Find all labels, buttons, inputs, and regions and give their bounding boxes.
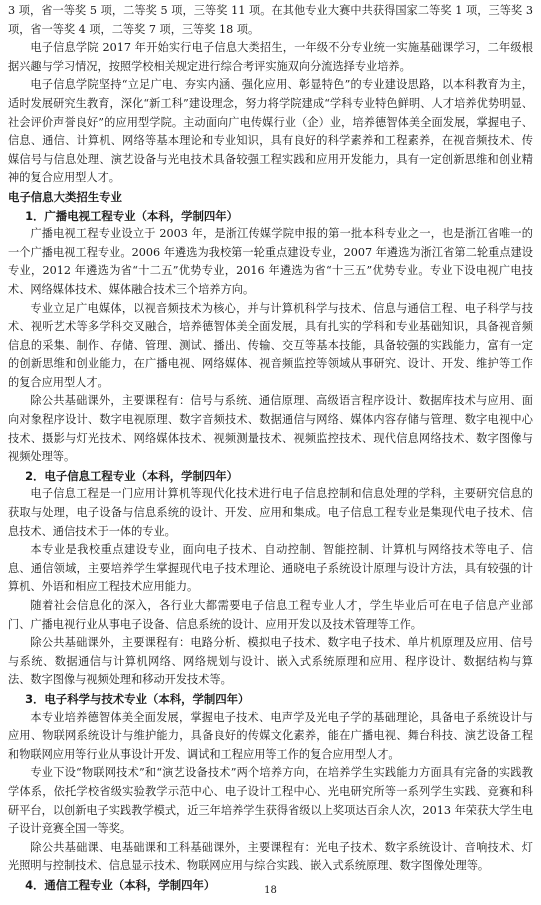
major-heading-broadcast-engineering: 1．广播电视工程专业（本科，学制四年） (25, 208, 239, 223)
paragraph-enrollment-policy: 电子信息学院 2017 年开始实行电子信息大类招生，一年级不分专业统一实施基础课学习，二年级根据兴趣与学习情况，按照学校相关规定进行综合考评实施双向分流选择专业培养。 (8, 41, 533, 73)
paragraph-ei-courses: 除公共基础课外，主要课程有：电路分析、模拟电子技术、数字电子技术、单片机原理及应用、信号与系统、数据通信与计算机网络、网络规划与设计、嵌入式系统原理和应用、程序设计、数据结构与算法、数字图像与视频处理和移动开发技术等。 (8, 636, 533, 687)
page-number: 18 (264, 885, 277, 896)
paragraph-ei-definition: 电子信息工程是一门应用计算机等现代化技术进行电子信息控制和信息处理的学科，主要研究信息的获取与处理，电子设备与信息系统的设计、开发、应用和集成。电子信息工程专业是集现代电子技术、信息技术、通信技术于一体的专业。 (8, 487, 533, 538)
paragraph-es-directions: 专业下设“物联网技术”和“演艺设备技术”两个培养方向，在培养学生实践能力方面具有完备的实践教学体系，依托学校省级实验教学示范中心、电子设计工程中心、光电研究所等一系列学生实践、竞赛和科研平台，以创新电子实践教学模式，近三年培养学生获得省级以上奖项达百余人次，2013 年荣获大学生电子设计竞赛全国一等奖。 (8, 766, 533, 836)
page-body (8, 2, 533, 895)
paragraph-es-goals: 本专业培养德智体美全面发展，掌握电子技术、电声学及光电子学的基础理论，具备电子系统设计与应用、物联网系统设计与维护能力，具备良好的传媒文化素养，能在广播电视、舞台科技、演艺设备工程和物联网应用等行业从事设计开发、调试和工程应用等工作的复合应用型人才。 (8, 710, 533, 761)
paragraph-school-philosophy: 电子信息学院坚持“立足广电、夯实内涵、强化应用、彰显特色”的专业建设思路，以本科教育为主，适时发展研究生教育，深化“新工科”建设理念，努力将学院建成“学科专业特色鲜明、人才培养优势明显、社会评价声誉良好”的应用型学院。主动面向广电传媒行业（企）业，培养德智体美全面发展，掌握电子、信息、通信、计算机、网络等基本理论和专业知识，具有良好的科学素养和工程素养，在视音频技术、传媒信号与信息处理、演艺设备与光电技术具备较强工程实践和应用开发能力，具有一定创新思维和创业精神的复合应用型人才。 (8, 78, 533, 185)
paragraph-broadcast-goals: 专业立足广电媒体，以视音频技术为核心，并与计算机科学与技术、信息与通信工程、电子科学与技术、视听艺术等多学科交叉融合，培养德智体美全面发展，具有扎实的学科和专业基础知识，具备视音频信息的采集、制作、存储、管理、测试、播出、传输、交互等基本技能，具备较强的实践能力，富有一定的创新思维和创业能力，在广播电视、网络媒体、视音频监控等领域从事研究、设计、开发、维护等工作的复合应用型人才。 (8, 301, 533, 389)
paragraph-ei-focus: 本专业是我校重点建设专业，面向电子技术、自动控制、智能控制、计算机与网络技术等电子、信息、通信领域，主要培养学生掌握现代电子技术理论、通晓电子系统设计原理与设计方法，具有较强的计算机、外语和相应工程技术应用能力。 (8, 543, 533, 594)
major-heading-communication-engineering: 4．通信工程专业（本科，学制四年） (25, 877, 216, 892)
major-heading-electronic-information: 2．电子信息工程专业（本科，学制四年） (25, 468, 239, 483)
paragraph-broadcast-courses: 除公共基础课外，主要课程有：信号与系统、通信原理、高级语言程序设计、数据库技术与应用、面向对象程序设计、数字电视原理、数字音频技术、数据通信与网络、媒体内容存储与管理、数字电视中心技术、摄影与灯光技术、网络媒体技术、视频测量技术、视频监控技术、现代信息网络技术、数字图像与视频处理等。 (8, 394, 533, 464)
paragraph-awards-continued: 3 项，省一等奖 5 项，二等奖 5 项，三等奖 11 项。在其他专业大赛中共获得国家二等奖 1 项，三等奖 3 项，省一等奖 4 项，二等奖 7 项，三等奖 18 项。 (8, 4, 533, 36)
section-heading-majors: 电子信息大类招生专业 (8, 189, 122, 204)
paragraph-es-courses: 除公共基础课、电基础课和工科基础课外，主要课程有：光电子技术、数字系统设计、音响技术、灯光照明与控制技术、信息显示技术、物联网应用与综合实践、嵌入式系统原理、数字图像处理等。 (8, 840, 533, 873)
paragraph-broadcast-history: 广播电视工程专业设立于 2003 年，是浙江传媒学院申报的第一批本科专业之一，也是浙江省唯一的一个广播电视工程专业。2006 年遴选为我校第一轮重点建设专业，2007 年遴选为浙江省第二轮重点建设专业，2012 年遴选为省“十二五”优势专业，2016 年遴选为省“十三五”优势专业。专业下设电视广电技术、网络媒体技术、媒体融合技术三个培养方向。 (8, 227, 533, 296)
paragraph-ei-careers: 随着社会信息化的深入，各行业大都需要电子信息工程专业人才，学生毕业后可在电子信息产业部门、广播电视行业从事电子设备、信息系统的设计、应用开发以及技术管理等工作。 (8, 599, 533, 631)
major-heading-electronic-science: 3．电子科学与技术专业（本科，学制四年） (25, 691, 250, 706)
